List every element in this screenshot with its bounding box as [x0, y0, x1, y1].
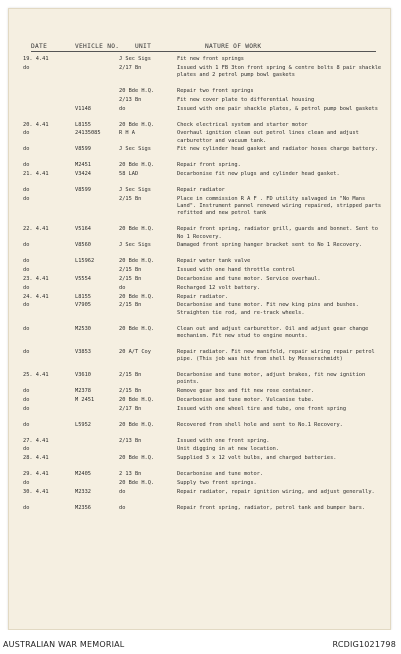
log-row: [9, 471, 390, 480]
log-work: Overhaul ignition clean out petrol lines clean and adjust carburettor and vacuum tank.: [177, 130, 359, 144]
log-unit: 2/15 Bn: [119, 195, 142, 202]
log-unit: 2/17 Bn: [119, 64, 142, 71]
log-work: Check electrical system and starter motor: [177, 121, 308, 128]
log-date: do: [23, 258, 30, 265]
log-work: Repair front spring.: [177, 162, 241, 169]
log-date: do: [23, 284, 30, 291]
footer-record-id: RCDIG1021798: [332, 640, 396, 649]
log-vehicle: V8560: [75, 242, 91, 249]
log-vehicle: V8599: [75, 187, 91, 194]
log-vehicle: M2451: [75, 162, 91, 169]
log-unit: J Sec Sigs: [119, 146, 151, 153]
log-date: do: [23, 242, 30, 249]
log-vehicle: M2378: [75, 387, 91, 394]
log-work: Recharged 12 volt battery.: [177, 284, 260, 291]
log-row: [9, 326, 390, 349]
log-row: [9, 397, 390, 406]
log-date: 24. 4.41: [23, 293, 49, 300]
log-work: Place in commission R A F . FD utility salvaged in "No Mans Land". Instrument pannel renewed wiring repaired, stripped parts refitted and new petrol tank: [177, 195, 382, 217]
log-row: [9, 242, 390, 258]
log-vehicle: L8155: [75, 293, 91, 300]
log-row: [9, 294, 390, 303]
log-row: [9, 267, 390, 276]
log-work: Decarbonise and tune motor.: [177, 471, 264, 478]
log-unit: 20 Bde H.Q.: [119, 293, 155, 300]
log-unit: do: [119, 284, 126, 291]
log-vehicle: L8155: [75, 121, 91, 128]
log-row: [9, 276, 390, 285]
log-date: 20. 4.41: [23, 121, 49, 128]
log-work: Decarbonise and tune motor. Service overhaul.: [177, 275, 321, 282]
log-row: [9, 56, 390, 65]
header-date: DATE: [31, 43, 48, 50]
footer-institution: AUSTRALIAN WAR MEMORIAL: [3, 640, 125, 649]
log-date: do: [23, 504, 30, 511]
log-row: [9, 258, 390, 267]
log-date: 28. 4.41: [23, 455, 49, 462]
log-work: Decarbonise and tune motor, adjust brakes, fit new ignition points.: [177, 371, 366, 386]
log-unit: 20 Bde H.Q.: [119, 258, 155, 265]
log-vehicle: M 2451: [75, 396, 95, 403]
log-date: do: [23, 348, 30, 355]
log-date: 29. 4.41: [23, 471, 49, 478]
log-date: do: [23, 162, 30, 169]
log-date: 27. 4.41: [23, 437, 49, 444]
log-unit: do: [119, 504, 126, 511]
log-row: [9, 65, 390, 88]
log-work: Fit new front springs: [177, 56, 244, 62]
log-unit: 2/13 Bn: [119, 437, 142, 444]
log-work: Issued with 1 FB 3ton front spring & centre bolts 8 pair shackle plates and 2 petrol pump bowl gaskets: [177, 64, 382, 78]
log-row: [9, 438, 390, 447]
log-date: do: [23, 64, 30, 71]
log-date: do: [23, 405, 30, 412]
log-vehicle: M2530: [75, 325, 91, 332]
log-unit: 2 13 Bn: [119, 471, 142, 478]
log-unit: 2/15 Bn: [119, 302, 142, 309]
log-unit: 2/15 Bn: [119, 267, 142, 274]
log-unit: J Sec Sigs: [119, 56, 151, 62]
log-unit: 20 Bde H.Q.: [119, 479, 155, 486]
log-date: do: [23, 325, 30, 332]
log-work: Repair front spring, radiator, petrol tank and bumper bars.: [177, 504, 366, 511]
log-unit: 2/15 Bn: [119, 275, 142, 282]
log-date: 25. 4.41: [23, 371, 49, 378]
log-work: Decarbonise fit new plugs and cylinder head gasket.: [177, 171, 340, 178]
log-unit: 20 Bde H.Q.: [119, 455, 155, 462]
log-unit: 20 Bde H.Q.: [119, 325, 155, 332]
log-unit: J Sec Sigs: [119, 187, 151, 194]
log-date: 30. 4.41: [23, 488, 49, 495]
header-work: NATURE OF WORK: [205, 43, 262, 50]
log-row: [9, 171, 390, 187]
log-row: [9, 505, 390, 521]
log-vehicle: M2356: [75, 504, 91, 511]
log-work: Unit digging in at new location.: [177, 446, 280, 453]
log-unit: 2/15 Bn: [119, 371, 142, 378]
log-unit: 2/15 Bn: [119, 387, 142, 394]
log-row: [9, 372, 390, 388]
log-work: Supplied 3 x 12 volt bulbs, and charged batteries.: [177, 455, 337, 462]
log-row: [9, 146, 390, 162]
log-date: do: [23, 421, 30, 428]
log-unit: 20 Bde H.Q.: [119, 121, 155, 128]
log-date: do: [23, 302, 30, 309]
log-date: do: [23, 387, 30, 394]
log-row: [9, 349, 390, 372]
log-unit: 20 Bde H.Q.: [119, 226, 155, 233]
log-date: 22. 4.41: [23, 226, 49, 233]
log-work: Remove gear box and fit new rose container.: [177, 387, 315, 394]
log-unit: 2/17 Bn: [119, 405, 142, 412]
log-row: [9, 162, 390, 171]
log-work: Supply two front springs.: [177, 479, 257, 486]
log-unit: 58 LAD: [119, 171, 139, 178]
log-vehicle: L5952: [75, 421, 91, 428]
log-work: Fit new cover plate to differential housing: [177, 96, 315, 103]
log-row: [9, 388, 390, 397]
header-unit: UNIT: [135, 43, 152, 50]
log-work: Damaged front spring hanger bracket sent to No 1 Recovery.: [177, 242, 362, 249]
log-row: [9, 489, 390, 505]
log-row: [9, 446, 390, 455]
log-vehicle: M2405: [75, 471, 91, 478]
log-unit: 20 Bde H.Q.: [119, 87, 155, 94]
log-row: [9, 226, 390, 242]
log-row: [9, 302, 390, 325]
log-work: Decarbonise and tune motor. Fit new king pins and bushes. Straighten tie rod, and re-track wheels.: [177, 302, 359, 316]
header-vehicle: VEHICLE NO.: [75, 43, 120, 50]
log-work: Repair radiator. Fit new manifold, repair wiring repair petrol pipe. (This job was hit from shell by Messerschmidt): [177, 348, 375, 362]
log-work: Issued with one hand throttle control: [177, 267, 295, 274]
log-vehicle: V3610: [75, 371, 91, 378]
log-row: [9, 187, 390, 196]
log-vehicle: V8599: [75, 146, 91, 153]
log-work: Repair two front springs: [177, 87, 254, 94]
log-work: Repair radiator: [177, 187, 225, 194]
log-date: do: [23, 396, 30, 403]
log-work: Issued with one front spring.: [177, 437, 270, 444]
log-vehicle: M2332: [75, 488, 91, 495]
log-work: Decarbonise and tune motor. Vulcanise tube.: [177, 396, 315, 403]
log-row: [9, 480, 390, 489]
log-work: Repair radiator.: [177, 293, 229, 300]
log-unit: do: [119, 105, 126, 112]
log-date: do: [23, 187, 30, 194]
log-unit: R H A: [119, 130, 135, 137]
log-date: do: [23, 146, 30, 153]
log-work: Recovered from shell hole and sent to No.1 Recovery.: [177, 421, 343, 428]
log-work: Issued with one wheel tire and tube, one front spring: [177, 405, 347, 412]
log-row: [9, 285, 390, 294]
log-unit: 2/13 Bn: [119, 96, 142, 103]
log-row: [9, 422, 390, 438]
footer-bar: [0, 630, 401, 654]
log-work: Issued with one pair shackle plates, & petrol pump bowl gaskets: [177, 105, 378, 112]
log-date: 23. 4.41: [23, 275, 49, 282]
log-work: Repair front spring, radiator grill, guards and bonnet. Sent to No 1 Recovery.: [177, 226, 378, 240]
header-rule: [31, 51, 376, 52]
log-date: do: [23, 267, 30, 274]
log-date: 21. 4.41: [23, 171, 49, 178]
log-unit: 20 A/T Coy: [119, 348, 151, 355]
log-row: [9, 406, 390, 422]
log-row: [9, 196, 390, 226]
log-unit: 20 Bde H.Q.: [119, 162, 155, 169]
log-row: [9, 88, 390, 97]
work-log-rows: [9, 56, 390, 521]
log-vehicle: V1148: [75, 105, 91, 112]
log-work: Fit new cylinder head gasket and radiator hoses charge battery.: [177, 146, 378, 153]
log-vehicle: V3853: [75, 348, 91, 355]
log-unit: do: [119, 488, 126, 495]
log-vehicle: L15962: [75, 258, 95, 265]
log-date: 19. 4.41: [23, 56, 49, 62]
log-row: [9, 106, 390, 122]
log-unit: J Sec Sigs: [119, 242, 151, 249]
log-unit: 20 Bde H.Q.: [119, 396, 155, 403]
log-row: [9, 130, 390, 146]
log-work: Repair water tank valve: [177, 258, 251, 265]
document-page: [8, 8, 391, 630]
log-row: [9, 455, 390, 471]
log-unit: 20 Bde H.Q.: [119, 421, 155, 428]
log-date: do: [23, 479, 30, 486]
log-vehicle: V3424: [75, 171, 91, 178]
log-vehicle: V7905: [75, 302, 91, 309]
log-work: Repair radiator, repair ignition wiring, and adjust generally.: [177, 488, 375, 495]
log-date: do: [23, 195, 30, 202]
log-vehicle: 24135085: [75, 130, 101, 137]
log-date: do: [23, 130, 30, 137]
log-vehicle: V5554: [75, 275, 91, 282]
log-date: do: [23, 446, 30, 453]
log-work: Clean out and adjust carburettor. Oil and adjust gear change mechanism. Fit new stud to engine mounts.: [177, 325, 369, 339]
log-row: [9, 97, 390, 106]
log-row: [9, 122, 390, 131]
log-vehicle: V5164: [75, 226, 91, 233]
